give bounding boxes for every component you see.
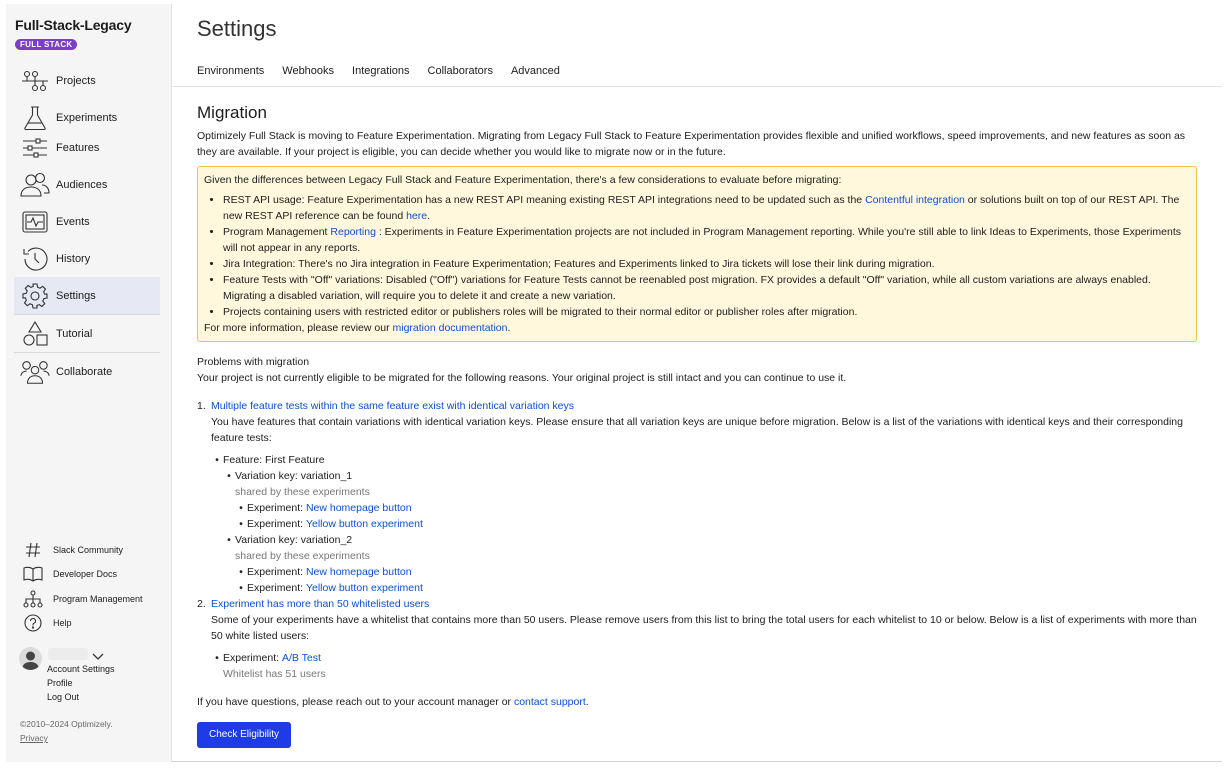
events-icon	[20, 207, 50, 237]
tabs-divider	[173, 86, 1222, 87]
variation-key: Variation key: variation_1	[235, 470, 353, 482]
sidebar-item-label: Audiences	[56, 178, 108, 191]
problem-number: 1.	[197, 400, 206, 412]
experiment-label: Experiment:	[223, 652, 280, 664]
book-icon	[22, 566, 44, 582]
sidebar-item-label: Collaborate	[56, 365, 113, 378]
rest-api-reference-link[interactable]: here	[406, 210, 428, 222]
avatar[interactable]	[19, 647, 42, 670]
migration-documentation-link[interactable]: migration documentation	[392, 322, 508, 334]
reporting-link[interactable]: Reporting	[330, 226, 376, 238]
shapes-icon	[20, 319, 50, 349]
experiment-label: Experiment:	[247, 502, 304, 514]
list-item: • Jira Integration: There's no Jira integration in Feature Experimentation; Features and Experiments linked to Jira tickets will lose their link during migration.	[223, 256, 1190, 272]
help-icon	[22, 614, 44, 632]
copyright: ©2010–2024 Optimizely.	[20, 719, 113, 729]
sidebar-item-label: Projects	[56, 74, 96, 87]
sidebar	[6, 4, 172, 762]
problem-item	[197, 398, 1197, 414]
help-label: Help	[53, 618, 72, 628]
experiment-label: Experiment:	[247, 566, 304, 578]
contentful-integration-link[interactable]: Contentful integration	[865, 194, 965, 206]
tab-integrations[interactable]: Integrations	[352, 65, 410, 77]
page-title: Settings	[197, 16, 277, 41]
shared-note: shared by these experiments	[235, 486, 370, 498]
problem-item	[197, 596, 1197, 612]
profile-link[interactable]: Profile	[47, 678, 73, 688]
audiences-icon	[20, 170, 50, 200]
list-item: • Feature Tests with "Off" variations: Disabled ("Off") variations for Feature Tests cannot be reenabled post migration. FX provides a default "Off" variation, while all custom variations are always enabled. Migrating a disabled variation, will require you to delete it and create a new variation.	[223, 272, 1190, 304]
problems-list: 1. Multiple feature tests within the same feature exist with identical variation keys You have features that contain variations with identical variation keys. Please ensure that all variation keys are unique before migration. Below is a list of the variations with identical keys and their corresponding feature tests: • Feature: First Feature • Variation key: variation_1 shared by these experiments • Experiment: New homepage button • Experiment: Yellow button experiment • Variation key: variation_2 shared by these experiments • Experiment: New homepage button • Experiment: Yellow button experiment 2. Experiment has more than 50 whitelisted users Some of your experiments have a whitelist that contains more than 50 users. Please remove users from this list to bring the total users for each whitelist to 10 or below. Below is a list of experiments with more than 50 white listed users: • Experiment: A/B Test Whitelist has 51 users	[197, 400, 1197, 680]
experiment-link[interactable]: New homepage button	[305, 502, 412, 514]
notice-list	[204, 192, 1190, 320]
sidebar-item-label: Tutorial	[56, 327, 93, 340]
sidebar-item-tutorial[interactable]	[14, 315, 160, 352]
experiment-link[interactable]: Yellow button experiment	[305, 582, 423, 594]
slack-community-link[interactable]	[22, 542, 123, 558]
sidebar-item-collaborate[interactable]	[14, 353, 160, 390]
notice-more	[204, 320, 1190, 336]
feature-item: Feature: First Feature	[223, 454, 325, 466]
migration-intro: Optimizely Full Stack is moving to Feature Experimentation. Migrating from Legacy Full Stack to Feature Experimentation provides flexible and unified workflows, speed improvements, and new features as soon as they are available. If your project is eligible, you can decide whether you would like to migrate now or in the future.	[197, 130, 1186, 158]
sidebar-item-label: Experiments	[56, 111, 118, 124]
questions-note	[197, 694, 1197, 710]
collaborate-icon	[20, 357, 50, 387]
notice-text: or solutions built on top of our REST API. The new REST API reference can be found	[223, 194, 1180, 222]
slack-community-label: Slack Community	[53, 545, 124, 555]
sidebar-item-audiences[interactable]	[14, 166, 160, 203]
project-title: Full-Stack-Legacy	[15, 17, 132, 33]
projects-icon	[20, 66, 50, 96]
migration-notice	[197, 166, 1197, 342]
program-management-label: Program Management	[53, 594, 143, 604]
hierarchy-icon	[22, 590, 44, 608]
flask-icon	[20, 103, 50, 133]
check-eligibility-button[interactable]: Check Eligibility	[197, 722, 291, 748]
list-item	[223, 192, 1190, 224]
problem-description: Some of your experiments have a whitelist that contains more than 50 users. Please remove users from this list to bring the total users for each whitelist to 10 or below. Below is a list of experiments with more than 50 white listed users:	[211, 614, 1197, 642]
gear-icon	[20, 281, 50, 311]
migration-heading: Migration	[197, 103, 267, 122]
help-link[interactable]	[22, 614, 72, 632]
developer-docs-link[interactable]	[22, 566, 117, 582]
tab-webhooks[interactable]: Webhooks	[282, 65, 335, 77]
settings-tabs	[197, 65, 560, 77]
experiment-link[interactable]: Yellow button experiment	[305, 518, 423, 530]
sidebar-item-projects[interactable]	[14, 62, 160, 99]
tab-environments[interactable]: Environments	[197, 65, 265, 77]
feature-list: • Feature: First Feature • Variation key: variation_1 shared by these experiments • Experiment: New homepage button • Experiment: Yellow button experiment • Variation key: variation_2 shared by these experiments • Experiment: New homepage button • Experiment: Yellow button experiment	[211, 452, 1197, 596]
sidebar-item-label: Settings	[56, 289, 96, 302]
migration-section	[197, 102, 1197, 748]
notice-text: Program Management	[223, 226, 331, 238]
sidebar-item-events[interactable]	[14, 203, 160, 240]
notice-text: REST API usage: Feature Experimentation has a new REST API meaning existing REST API integrations need to be updated such as the	[223, 194, 866, 206]
sliders-icon	[20, 133, 50, 163]
project-type-badge: FULL STACK	[15, 39, 77, 50]
contact-support-link[interactable]: contact support	[513, 696, 586, 708]
program-management-link[interactable]	[22, 590, 143, 608]
notice-text: For more information, please review our	[204, 322, 393, 334]
sidebar-item-settings[interactable]	[14, 277, 160, 314]
tab-advanced[interactable]: Advanced	[510, 65, 560, 77]
developer-docs-label: Developer Docs	[53, 569, 118, 579]
experiment-link[interactable]: A/B Test	[281, 652, 321, 664]
sidebar-item-history[interactable]	[14, 240, 160, 277]
variation-key: Variation key: variation_2	[235, 534, 353, 546]
list-item	[223, 224, 1190, 256]
problems-section	[197, 354, 1197, 386]
problem-number: 2.	[197, 598, 206, 610]
problems-title: Problems with migration	[197, 356, 310, 368]
questions-text: .	[585, 696, 589, 708]
list-item: • Projects containing users with restricted editor or publishers roles will be migrated to their normal editor or publisher roles after migration.	[223, 304, 1190, 320]
shared-note: shared by these experiments	[235, 550, 370, 562]
experiment-label: Experiment:	[247, 582, 304, 594]
sidebar-item-label: History	[56, 252, 91, 265]
whitelist-count: Whitelist has 51 users	[223, 668, 326, 680]
questions-text: If you have questions, please reach out to your account manager or	[197, 696, 514, 708]
main-content	[173, 4, 1222, 762]
experiment-link[interactable]: New homepage button	[305, 566, 412, 578]
problems-description: Your project is not currently eligible to be migrated for the following reasons. Your original project is still intact and you can continue to use it.	[197, 372, 847, 384]
logout-link[interactable]: Log Out	[47, 692, 80, 702]
problem-description: You have features that contain variations with identical variation keys. Please ensure that all variation keys are unique before migration. Below is a list of the variations with identical keys and their corresponding feature tests:	[211, 416, 1183, 444]
history-icon	[20, 244, 50, 274]
app-frame	[6, 4, 1222, 762]
notice-text: : Experiments in Feature Experimentation projects are not included in Program Management reporting. While you're still able to link Ideas to Experiments, those Experiments will not appear in any reports.	[223, 226, 1181, 254]
account-name	[48, 648, 88, 660]
sidebar-item-features[interactable]	[14, 129, 160, 166]
privacy-link[interactable]: Privacy	[20, 733, 48, 743]
tab-collaborators[interactable]: Collaborators	[427, 65, 493, 77]
notice-text: .	[507, 322, 511, 334]
hash-icon	[22, 542, 44, 558]
sidebar-item-label: Events	[56, 215, 90, 228]
problem-title-link[interactable]: Multiple feature tests within the same feature exist with identical variation keys	[211, 400, 575, 412]
sidebar-item-label: Features	[56, 141, 100, 154]
experiment-label: Experiment:	[247, 518, 304, 530]
account-settings-link[interactable]: Account Settings	[47, 664, 115, 674]
notice-lead: Given the differences between Legacy Full Stack and Feature Experimentation, there's a few considerations to evaluate before migrating:	[204, 174, 842, 186]
notice-text: .	[427, 210, 431, 222]
problem-title-link[interactable]: Experiment has more than 50 whitelisted users	[211, 598, 430, 610]
